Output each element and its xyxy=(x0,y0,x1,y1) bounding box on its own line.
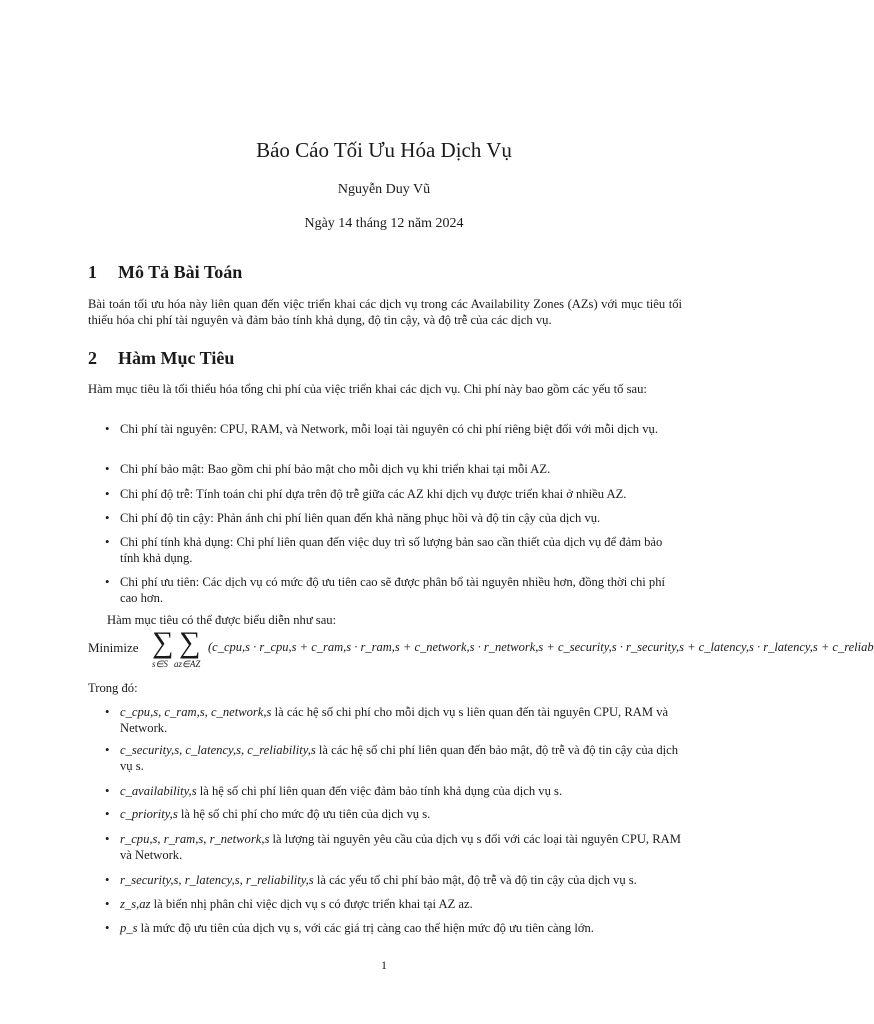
sum-subscript-az: az∈AZ xyxy=(174,659,201,669)
definition-item xyxy=(105,872,682,888)
bullet-dot: • xyxy=(105,575,110,589)
sum-symbol-s: ∑ xyxy=(152,626,174,659)
definition-item xyxy=(105,783,682,799)
bullet-text: Chi phí tài nguyên: CPU, RAM, và Network, mỗi loại tài nguyên có chi phí riêng biệt đối với mỗi dịch vụ. xyxy=(120,422,658,436)
definition-item xyxy=(105,896,682,912)
section-1-paragraph: Bài toán tối ưu hóa này liên quan đến việc triển khai các dịch vụ trong các Availability Zones (AZs) với mục tiêu tối thiểu hóa chi phí tài nguyên và đảm bảo tính khả dụng, độ tin cậy, và độ trễ của các dịch vụ. xyxy=(88,297,682,327)
formula-label: Minimize xyxy=(88,640,139,655)
definition-text: là hệ số chi phí liên quan đến việc đảm bảo tính khả dụng của dịch vụ s. xyxy=(196,784,563,798)
bullet-item xyxy=(105,510,682,526)
sum-symbol-az: ∑ xyxy=(179,626,201,659)
definition-text: là các hệ số chi phí cho mỗi dịch vụ s liên quan đến tài nguyên CPU, RAM và Network. xyxy=(120,705,669,735)
section-2-number: 2 xyxy=(88,348,97,368)
bullet-dot: • xyxy=(105,487,110,501)
bullet-item xyxy=(105,574,682,606)
section-1-number: 1 xyxy=(88,262,97,282)
definition-symbol: c_availability,s xyxy=(120,784,197,798)
bullet-dot: • xyxy=(105,535,110,549)
document-author: Nguyễn Duy Vũ xyxy=(337,182,431,197)
definition-item xyxy=(105,920,682,936)
definition-item xyxy=(105,704,682,736)
definition-symbol: r_security,s, r_latency,s, r_reliability,s xyxy=(120,873,314,887)
bullet-item xyxy=(105,461,682,477)
bullet-dot: • xyxy=(105,422,110,436)
bullet-item xyxy=(105,421,682,437)
bullet-dot: • xyxy=(105,873,110,887)
bullet-text: Chi phí độ trễ: Tính toán chi phí dựa trên độ trễ giữa các AZ khi dịch vụ được triển khai ở nhiều AZ. xyxy=(120,487,627,501)
definition-symbol: c_cpu,s, c_ram,s, c_network,s xyxy=(120,705,272,719)
definition-symbol: z_s,az xyxy=(120,897,151,911)
definition-symbol: p_s xyxy=(120,921,138,935)
definition-text: là hệ số chi phí cho mức độ ưu tiên của dịch vụ s. xyxy=(177,807,431,821)
section-1-heading xyxy=(88,262,242,283)
bullet-item xyxy=(105,534,682,566)
bullet-dot: • xyxy=(105,705,110,719)
bullet-dot: • xyxy=(105,807,110,821)
bullet-dot: • xyxy=(105,897,110,911)
bullet-dot: • xyxy=(105,832,110,846)
formula-intro: Hàm mục tiêu có thể được biểu diễn như sau: xyxy=(107,613,337,627)
definition-text: là lượng tài nguyên yêu cầu của dịch vụ s đối với các loại tài nguyên CPU, RAM và Network. xyxy=(120,832,681,862)
definition-item xyxy=(105,742,682,774)
bullet-dot: • xyxy=(105,784,110,798)
where-label: Trong đó: xyxy=(88,681,138,695)
definition-text: là các yếu tố chi phí bảo mật, độ trễ và độ tin cậy của dịch vụ s. xyxy=(313,873,637,887)
bullet-item xyxy=(105,486,682,502)
formula-body: (c_cpu,s · r_cpu,s + c_ram,s · r_ram,s + c_network,s · r_network,s + c_security,s · r_security,s + c_latency,s · r_latency,s + c_reliab xyxy=(208,640,874,654)
definition-item xyxy=(105,806,682,822)
document-title: Báo Cáo Tối Ưu Hóa Dịch Vụ xyxy=(256,138,512,162)
section-2-title: Hàm Mục Tiêu xyxy=(118,348,235,368)
bullet-text: Chi phí độ tin cậy: Phản ánh chi phí liên quan đến khả năng phục hồi và độ tin cậy của dịch vụ. xyxy=(120,511,601,525)
document-date: Ngày 14 tháng 12 năm 2024 xyxy=(304,216,464,231)
section-2-heading xyxy=(88,348,234,369)
definition-symbol: c_priority,s xyxy=(120,807,178,821)
bullet-text: Chi phí bảo mật: Bao gồm chi phí bảo mật cho mỗi dịch vụ khi triển khai tại mỗi AZ. xyxy=(120,462,551,476)
definition-symbol: r_cpu,s, r_ram,s, r_network,s xyxy=(120,832,270,846)
definition-text: là mức độ ưu tiên của dịch vụ s, với các giá trị càng cao thể hiện mức độ ưu tiên càng lớn. xyxy=(137,921,594,935)
section-1-title: Mô Tả Bài Toán xyxy=(118,262,243,282)
sum-subscript-s: s∈S xyxy=(152,659,168,669)
objective-formula xyxy=(88,626,874,672)
bullet-dot: • xyxy=(105,921,110,935)
definition-text: là các hệ số chi phí liên quan đến bảo mật, độ trễ và độ tin cậy của dịch vụ s. xyxy=(120,743,679,773)
section-2-intro: Hàm mục tiêu là tối thiểu hóa tổng chi phí của việc triển khai các dịch vụ. Chi phí này bao gồm các yếu tố sau: xyxy=(88,382,647,396)
page-number: 1 xyxy=(381,958,387,972)
definition-item xyxy=(105,831,682,863)
bullet-text: Chi phí tính khả dụng: Chi phí liên quan đến việc duy trì số lượng bản sao cần thiết của dịch vụ để đảm bảo tính khả dụng. xyxy=(120,535,663,565)
bullet-dot: • xyxy=(105,743,110,757)
definition-text: là biến nhị phân chỉ việc dịch vụ s có được triển khai tại AZ az. xyxy=(150,897,473,911)
bullet-dot: • xyxy=(105,462,110,476)
bullet-dot: • xyxy=(105,511,110,525)
bullet-text: Chi phí ưu tiên: Các dịch vụ có mức độ ưu tiên cao sẽ được phân bổ tài nguyên nhiều hơn, đồng thời chi phí cao hơn. xyxy=(120,575,665,605)
definition-symbol: c_security,s, c_latency,s, c_reliability,s xyxy=(120,743,316,757)
